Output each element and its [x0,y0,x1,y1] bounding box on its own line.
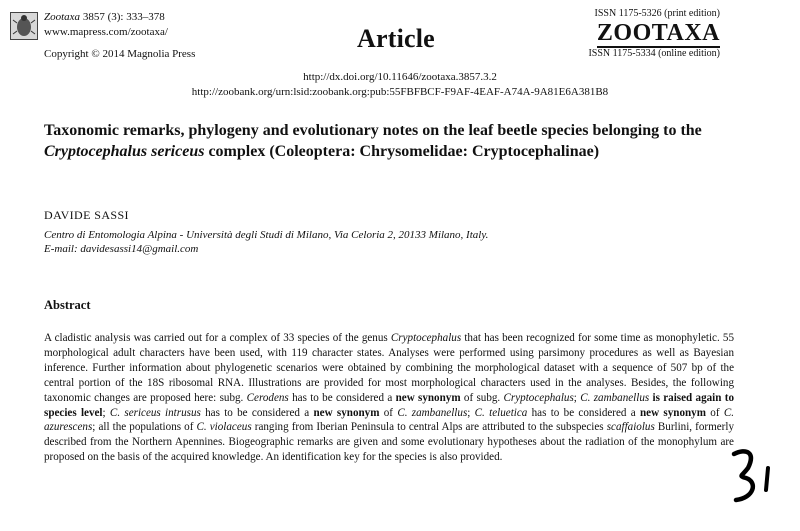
identifier-links [0,70,800,100]
taxon-name: C. zambanellus [580,391,650,404]
journal-website[interactable]: www.mapress.com/zootaxa/ [44,26,168,38]
journal-logo [10,12,38,40]
nomenclatural-act: new synonym [395,391,461,404]
abstract-text: ; [102,406,110,419]
journal-header [10,10,250,66]
abstract-text: of [705,406,724,419]
paper-title [44,120,734,162]
abstract-text: ranging from Iberian Peninsula to central Alps are attributed to the subspecies [251,421,607,434]
author-details [44,228,488,256]
title-part2: complex (Coleoptera: Chrysomelidae: Cryptocephalinae) [204,143,600,160]
title-part1: Taxonomic remarks, phylogeny and evolutionary notes on the leaf beetle species belonging to the [44,122,702,139]
abstract-body [44,331,734,465]
abstract-text: of subg. [460,391,504,404]
affiliation: Centro di Entomologia Alpina - Università degli Studi di Milano, Via Celoria 2, 20133 Milano, Italy. [44,229,489,241]
abstract-text: Burlini, formerly described from the Northern Apennines. Biogeographic remarks are given and some evolutionary hypotheses about the radiation of the monophylum are proposed on the basis of the acquired knowledge. An identification key for the species is also provided. [44,421,734,464]
taxon-name: C. teluetica [474,406,528,419]
beetle-logo-icon [11,13,37,39]
abstract-text: has to be considered a [527,406,641,419]
zoobank-link[interactable]: http://zoobank.org/urn:lsid:zoobank.org:pub:55FBFBCF-F9AF-4EAF-A74A-9A81E6A381B8 [191,86,609,98]
taxon-name: C. violaceus [196,421,252,434]
issn-block [560,8,720,60]
taxon-name: Cryptocephalus [503,391,574,404]
zootaxa-brand: ZOOTAXA [596,20,720,46]
article-label: Article [357,24,435,53]
abstract-text: ; [573,391,581,404]
taxon-name: C. sericeus intrusus [109,406,201,419]
title-taxon: Cryptocephalus sericeus [44,143,205,160]
email[interactable]: E-mail: davidesassi14@gmail.com [44,243,199,255]
copyright-line: Copyright © 2014 Magnolia Press [44,48,196,60]
nomenclatural-act: new synonym [640,406,706,419]
taxon-name: C. azurescens [44,406,735,434]
taxon-name: Cerodens [246,391,289,404]
abstract-text: that has been recognized for some time as monophyletic. 55 morphological adult characters have been used, with 119 character states. Analyses were performed using parsimony procedures as well as Bayesian inference. Further information about phylogenetic scenarios were obtained by combining the morphological dataset with a sequence of 507 bp of the central portion of the 18S ribosomal RNA. Illustrations are provided for most morphological characters used in the analyses. Besides, the following taxonomic changes are proposed here: subg. [44,332,734,404]
abstract-text: of [379,406,398,419]
abstract-text: ; all the populations of [92,421,197,434]
author-name: DAVIDE SASSI [44,208,129,222]
issn-online: ISSN 1175-5334 (online edition) [588,48,720,59]
abstract-text: has to be considered a [288,391,396,404]
issn-print: ISSN 1175-5326 (print edition) [594,8,720,19]
nomenclatural-act: new synonym [313,406,380,419]
abstract-heading: Abstract [44,298,91,312]
nomenclatural-act: is raised again to species level [44,391,734,419]
abstract-text: A cladistic analysis was carried out for a complex of 33 species of the genus [44,332,391,344]
handwritten-annotation [728,446,780,506]
abstract-text: has to be considered a [200,406,314,419]
taxon-name: Cryptocephalus [390,332,462,344]
journal-name: Zootaxa [44,11,81,23]
doi-link[interactable]: http://dx.doi.org/10.11646/zootaxa.3857.3.2 [303,71,497,83]
taxon-name: C. zambanellus [397,406,468,419]
volume-line: 3857 (3): 333–378 [82,11,165,23]
taxon-name: scaffaiolus [606,421,655,434]
abstract-text: ; [467,406,475,419]
